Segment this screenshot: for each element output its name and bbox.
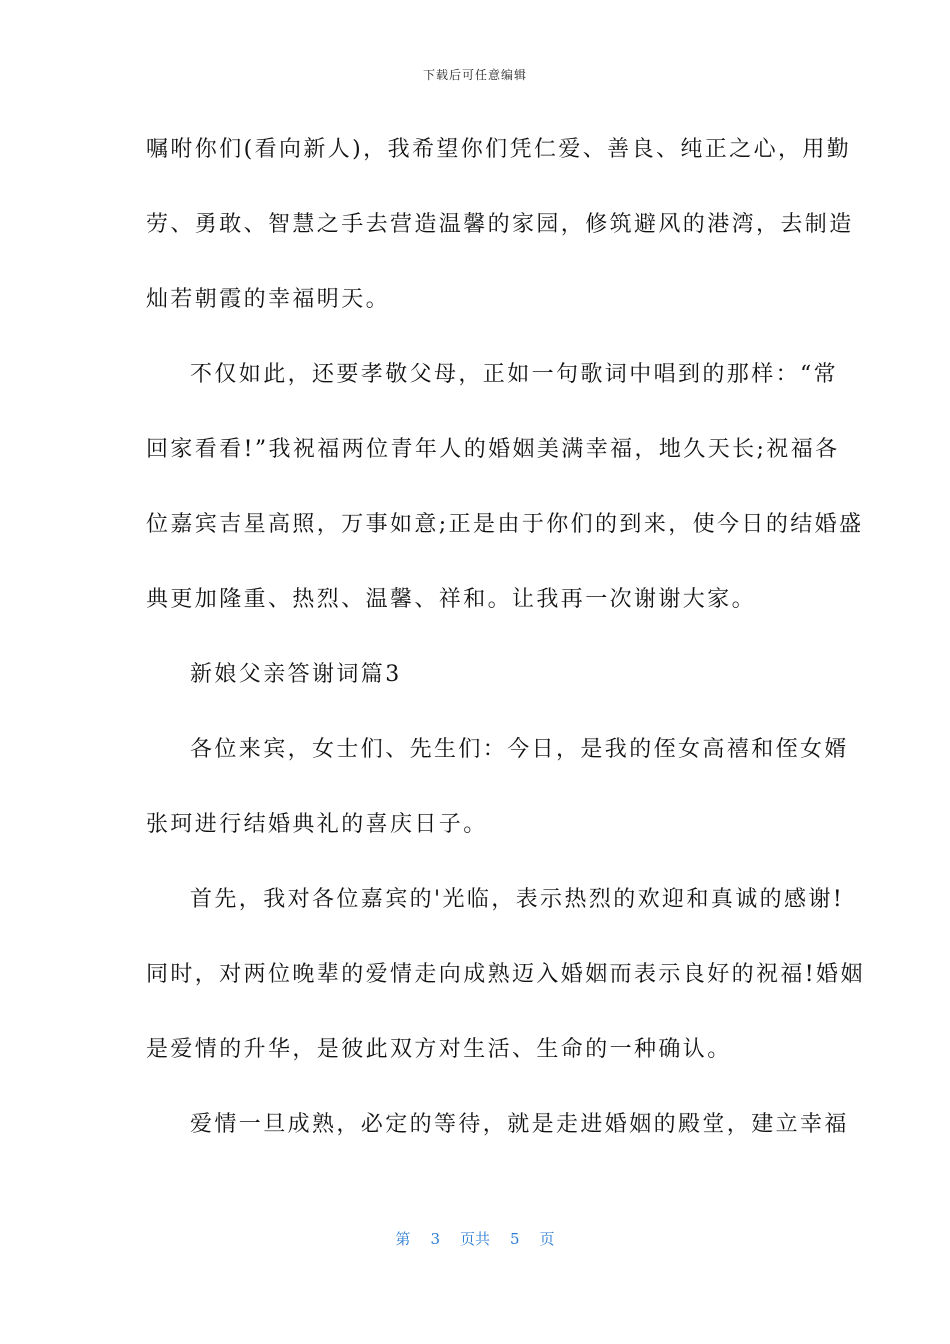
text-line-2: 劳、勇敢、智慧之手去营造温馨的家园，修筑避风的港湾，去制造 [146, 212, 854, 237]
text-line-10: 张珂进行结婚典礼的喜庆日子。 [146, 812, 488, 837]
text-line-14: 爱情一旦成熟，必定的等待，就是走进婚姻的殿堂，建立幸福 [190, 1112, 849, 1137]
document-body [146, 112, 865, 1162]
footer-current-page: 3 [430, 1230, 440, 1248]
text-line-1: 嘱咐你们(看向新人)，我希望你们凭仁爱、善良、纯正之心，用勤 [146, 137, 852, 162]
footer-middle: 页共 [459, 1230, 490, 1248]
section-heading: 新娘父亲答谢词篇3 [190, 662, 402, 687]
text-line-11: 首先，我对各位嘉宾的'光临，表示热烈的欢迎和真诚的感谢! [190, 887, 845, 912]
text-line-13: 是爱情的升华，是彼此双方对生活、生命的一种确认。 [146, 1037, 732, 1062]
text-line-5: 回家看看!”我祝福两位青年人的婚姻美满幸福，地久天长;祝福各 [146, 437, 840, 462]
page-number-footer [0, 1228, 950, 1249]
footer-total-pages: 5 [510, 1230, 520, 1248]
page-header-note: 下载后可任意编辑 [422, 68, 527, 82]
text-line-6: 位嘉宾吉星高照，万事如意;正是由于你们的到来，使今日的结婚盛 [146, 512, 864, 537]
footer-suffix: 页 [539, 1230, 555, 1248]
text-line-9: 各位来宾，女士们、先生们：今日，是我的侄女高禧和侄女婿 [190, 737, 849, 762]
text-line-12: 同时，对两位晚辈的爱情走向成熟迈入婚姻而表示良好的祝福!婚姻 [146, 962, 865, 987]
text-line-4: 不仅如此，还要孝敬父母，正如一句歌词中唱到的那样：“常 [190, 362, 839, 387]
text-line-3: 灿若朝霞的幸福明天。 [146, 287, 391, 312]
footer-prefix: 第 [395, 1230, 411, 1248]
text-line-7: 典更加隆重、热烈、温馨、祥和。让我再一次谢谢大家。 [146, 587, 757, 612]
